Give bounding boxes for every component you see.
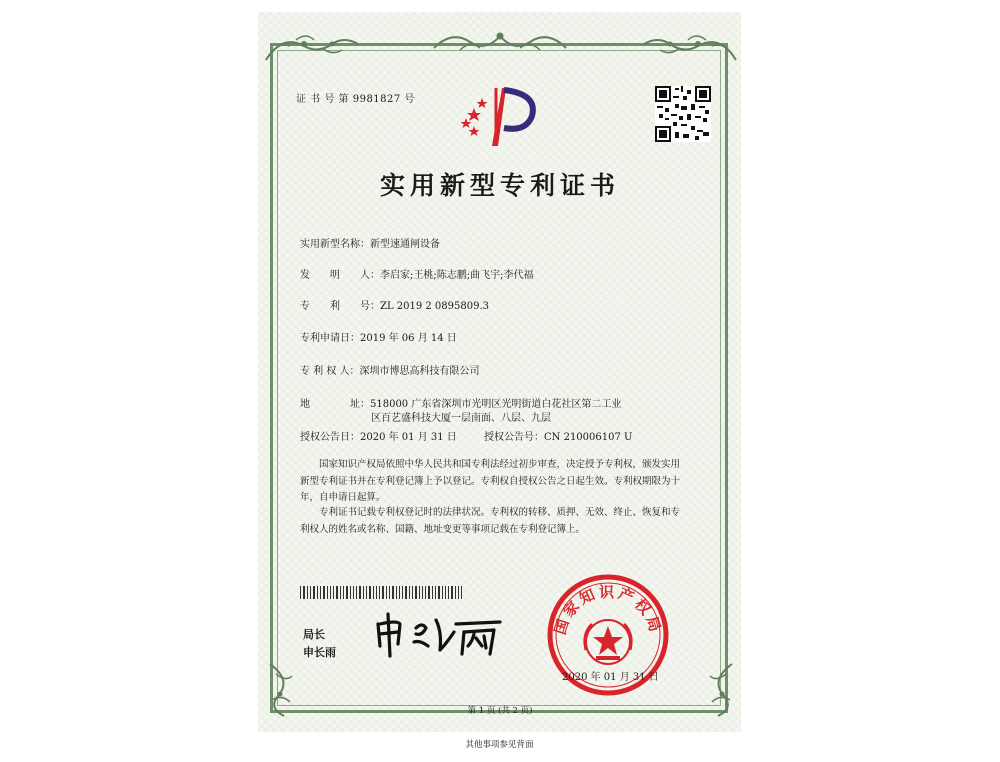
field-address — [300, 395, 621, 410]
field-grant-number — [484, 428, 632, 443]
ornament-top-center — [430, 28, 570, 56]
ornament-top-left — [262, 30, 382, 64]
field-label: 专 利 号： — [300, 301, 380, 312]
field-address-line2: 区百艺盛科技大厦一层南面、八层、九层 — [371, 413, 551, 424]
field-value: 2020 年 01 月 31 日 — [360, 432, 457, 443]
page-number: 第 1 页 (共 2 页) — [467, 706, 533, 716]
back-note: 其他事项参见背面 — [465, 740, 534, 750]
field-value: 新型速通闸设备 — [370, 239, 440, 250]
field-patentee — [300, 362, 480, 377]
field-value: 深圳市博思高科技有限公司 — [359, 366, 480, 377]
field-patent-number — [300, 297, 489, 312]
certificate-number: 证 书 号 第 9981827 号 — [296, 94, 415, 105]
field-label: 授权公告号： — [484, 432, 544, 443]
paragraph-line: 专利证书记载专利权登记时的法律状况。专利权的转移、质押、无效、终止、恢复和专 — [319, 507, 681, 518]
field-label: 专 利 权 人： — [300, 366, 360, 377]
field-label: 授权公告日： — [300, 432, 360, 443]
field-value: 518000 广东省深圳市光明区光明街道白花社区第二工业 — [370, 399, 622, 410]
field-application-date — [300, 329, 457, 344]
legal-status-paragraph — [300, 505, 700, 538]
field-value: CN 210006107 U — [544, 432, 633, 443]
qr-code-icon — [655, 86, 711, 142]
handwritten-signature — [370, 610, 510, 660]
field-label: 发 明 人： — [300, 270, 380, 281]
field-label: 地 址： — [300, 399, 370, 410]
ornament-top-right — [620, 30, 740, 64]
paragraph-line: 利权人的姓名或名称、国籍、地址变更等事项记载在专利登记簿上。 — [300, 523, 586, 535]
seal-date: 2020 年 01 月 31 日 — [562, 672, 659, 683]
signatory-name: 申长雨 — [303, 646, 336, 659]
patent-office-emblem-icon — [458, 82, 542, 150]
signatory-title: 局长 — [303, 628, 325, 641]
field-value: ZL 2019 2 0895809.3 — [380, 301, 490, 312]
certificate-title: 实用新型专利证书 — [379, 171, 620, 200]
field-utility-model-name — [300, 235, 440, 250]
paragraph-line: 新型专利证书并在专利登记簿上予以登记。专利权自授权公告之日起生效。专利权期限为十 — [300, 475, 681, 487]
field-label: 专利申请日： — [300, 333, 360, 344]
barcode-strip — [300, 584, 462, 597]
grant-statement-paragraph — [300, 457, 700, 507]
paragraph-line: 国家知识产权局依照中华人民共和国专利法经过初步审查，决定授予专利权，颁发实用 — [319, 459, 681, 470]
paragraph-line: 年，自申请日起算。 — [300, 492, 386, 503]
field-value: 李启家;王桃;陈志鹏;曲飞宇;李代福 — [380, 270, 534, 281]
field-inventor — [300, 266, 533, 281]
field-label: 实用新型名称： — [300, 239, 370, 250]
svg-text:国家知识产权局: 国家知识产权局 — [550, 583, 666, 637]
field-grant-date — [300, 428, 457, 443]
field-value: 2019 年 06 月 14 日 — [360, 333, 457, 344]
